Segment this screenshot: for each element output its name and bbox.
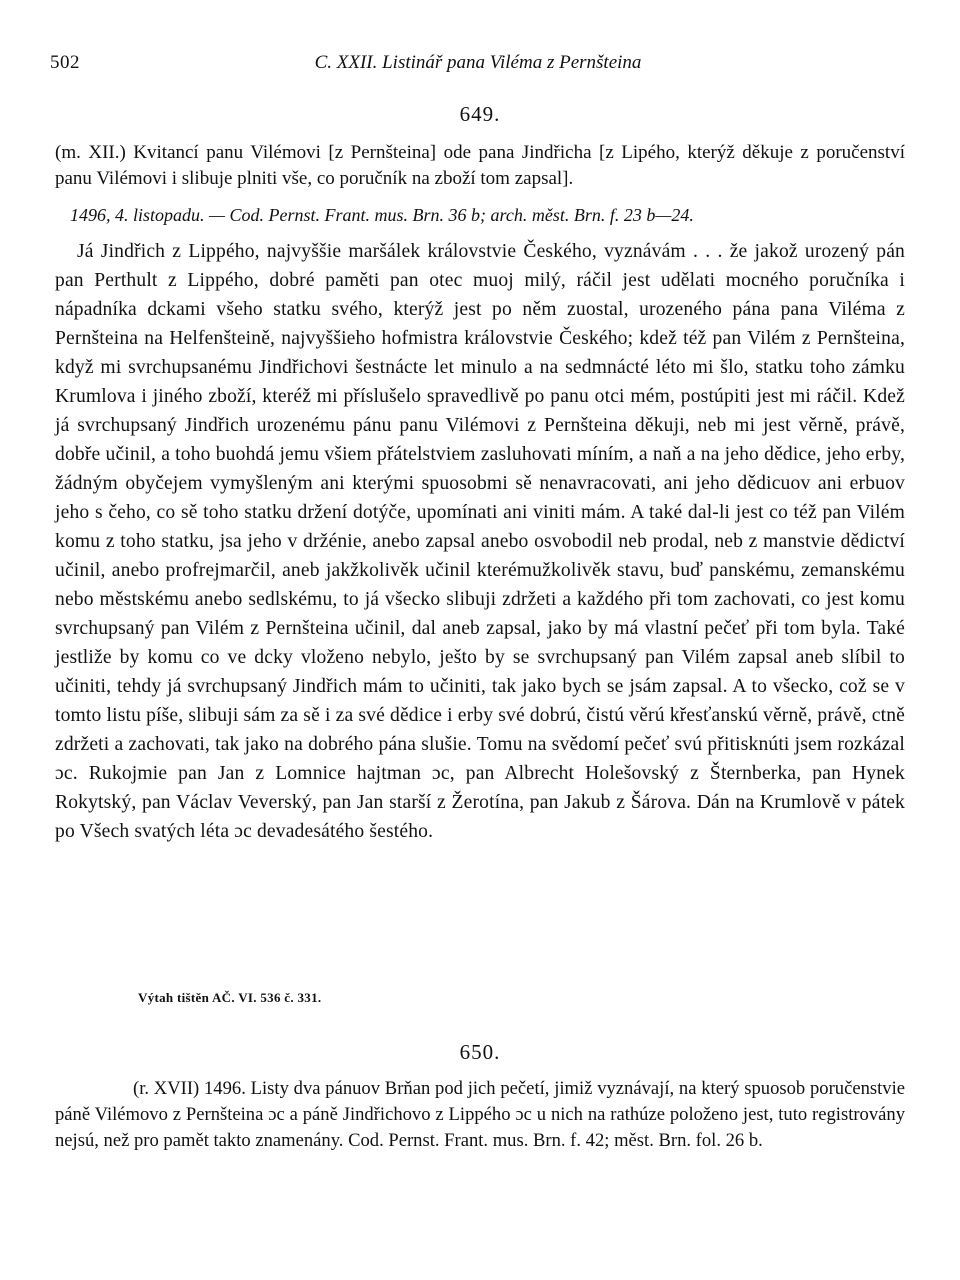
document-number: 650. bbox=[459, 1040, 501, 1064]
page-number: 502 bbox=[50, 52, 80, 73]
print-note: Výtah tištěn AČ. VI. 536 č. 331. bbox=[138, 990, 322, 1005]
running-title: C. XXII. Listinář pana Viléma z Pernšteina bbox=[314, 52, 642, 73]
document-summary: (m. XII.) Kvitancí panu Vilémovi [z Pernšteina] ode pana Jindřicha [z Lipého, kterýž děkuje z poručenství panu Vilémovi i slibuje plniti vše, co poručník na zboží tom zapsal]. bbox=[55, 142, 905, 189]
document-body: Já Jindřich z Lippého, najvyššie maršálek královstvie Českého, vyznávám . . . že jakož urozený pán pan Perthult z Lippého, dobré paměti pan otec muoj milý, ráčil jest udělati mocného poručníka i nápadníka dckami všeho statku svého, kterýž jest po něm zuostal, urozeného pána pana Viléma z Pernšteina na Helfenšteině, najvyššieho hofmistra královstvie Českého; kdež též pan Vilém z Pernšteina, když mi svrchupsanému Jindřichovi šestnácte let minulo a na sedmnácté léto mi šlo, statku toho zámku Krumlova i jiného zboží, kteréž mi příslušelo spravedlivě po panu otci mém, postúpiti jest mi ráčil. Kdež já svrchupsaný Jindřich urozenému pánu panu Vilémovi z Pernšteina děkuji, neb mi jest věrně, právě, dobře učinil, a toho buohdá jemu všiem přátelstviem zasluhovati míním, a naň a na jeho dědice, jeho erby, žádným obyčejem vymyšleným ani kterými spuosobmi sě nenavracovati, ani jeho dědicuov ani erbuov jeho s čeho, co sě toho statku držení dotýče, upomínati ani viniti mám. A také dal-li jest co též pan Vilém komu z toho statku, jsa jeho v držénie, anebo zapsal anebo osvobodil neb prodal, neb z manstvie dědictví učinil, anebo profrejmarčil, aneb jakžkolivěk učinil kterémužkolivěk stavu, buď panskému, zemanskému nebo městskému anebo sedlskému, to já všecko slibuji zdržeti a každého při tom zachovati, co jest komu svrchupsaný pan Vilém z Pernšteina učinil, dal aneb zapsal, jako by má vlastní pečeť při tom byla. Také jestliže by komu co ve dcky vloženo nebylo, ješto by se svrchupsaný pan Vilém zapsal aneb slíbil to učiniti, tehdy já svrchupsaný Jindřich mám to učiniti, tak jako bych se jsám zapsal. A to všecko, což se v tomto listu píše, slibuji sám za sě i za své dědice i erby své dobrú, čistú věrú křesťanskú věrně, právě, ctně zdržeti a zachovati, tak jako na dobrého pána slušie. Tomu na svědomí pečeť svú přitisknúti jsem rozkázal ɔc. Rukojmie pan Jan z Lomnice hajtman ɔc, pan Albrecht Holešovský z Šternberka, pan Hynek Rokytský, pan Václav Veverský, pan Jan starší z Žerotína, pan Jakub z Šárova. Dán na Krumlově v pátek po Všech svatých léta ɔc devadesátého šestého. bbox=[55, 241, 905, 842]
source-citation: 1496, 4. listopadu. — Cod. Pernst. Frant. mus. Brn. 36 b; arch. měst. Brn. f. 23 b—24. bbox=[70, 205, 694, 225]
running-header bbox=[50, 52, 906, 82]
document-number: 649. bbox=[459, 102, 501, 126]
document-body: (r. XVII) 1496. Listy dva pánuov Brňan pod jich pečetí, jimiž vyznávají, na který spuosob poručenstvie páně Vilémovo z Pernšteina ɔc a páně Jindřichovo z Lippého ɔc u nich na rathúze položeno jest, tuto registrovány nejsú, než pro pamět takto znamenány. Cod. Pernst. Frant. mus. Brn. f. 42; měst. Brn. fol. 26 b. bbox=[55, 1078, 905, 1151]
